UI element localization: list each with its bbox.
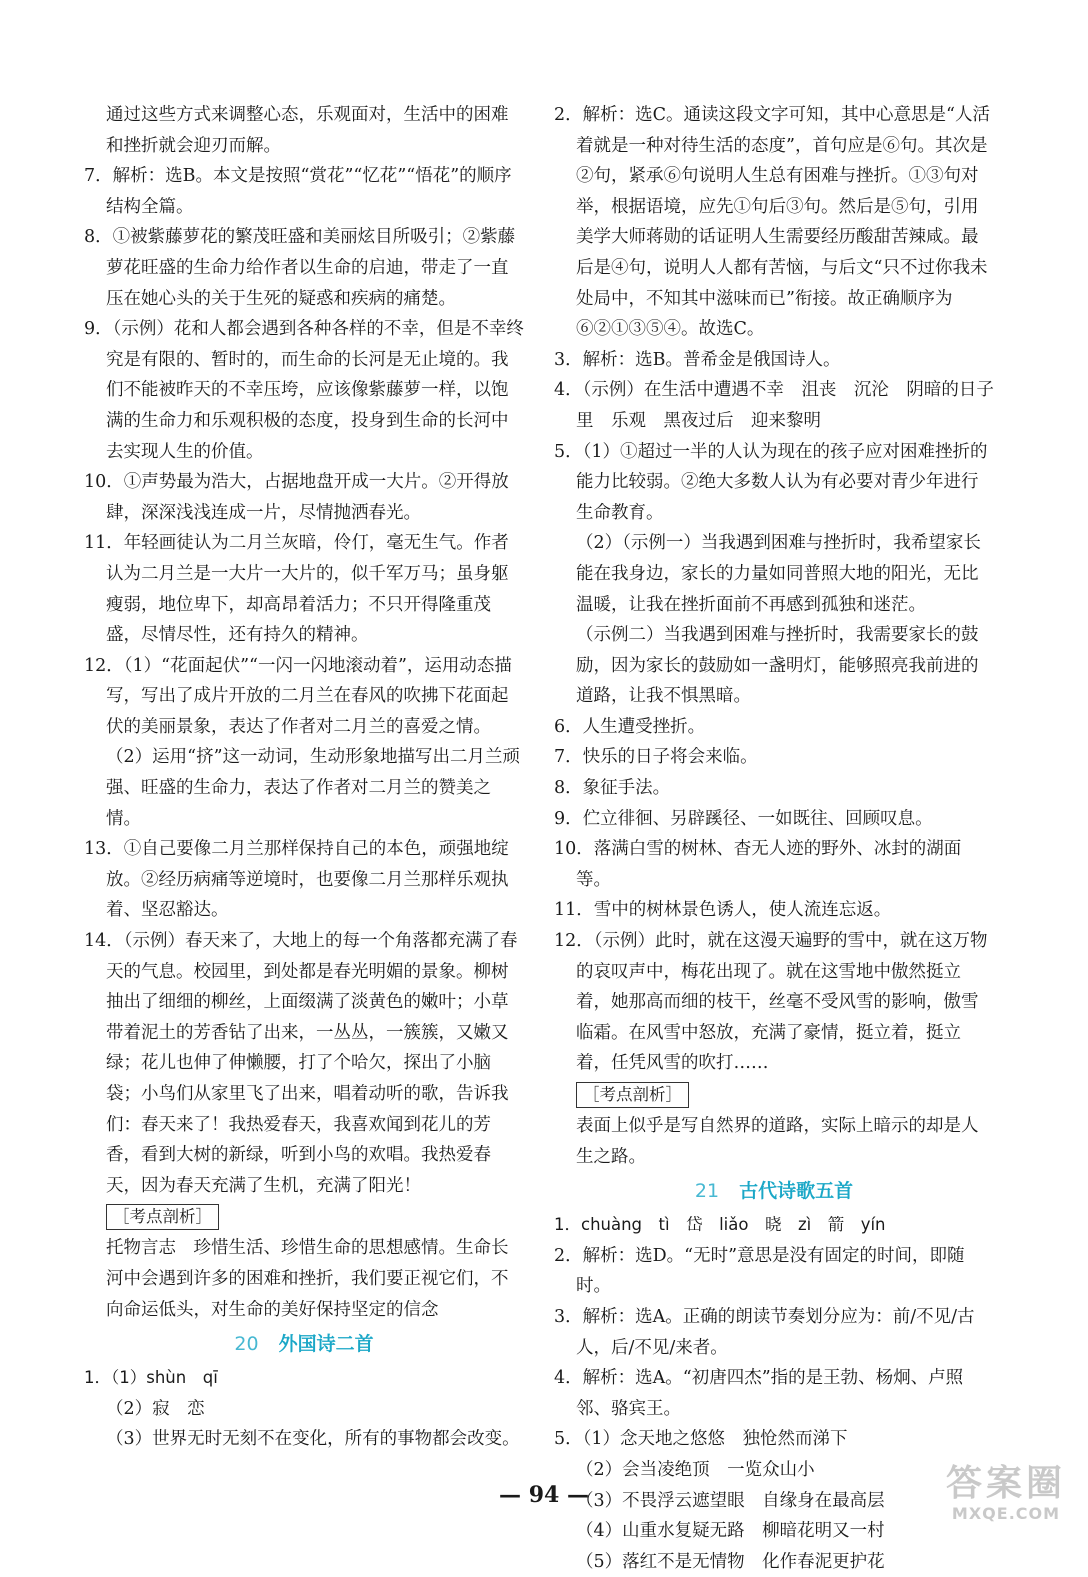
- s20-answer-2: 2．解析：选C。通读这段文字可知，其中心意思是“人活着就是一种对待生活的态度”，首句应是⑥句。其次是②句，紧承⑥句说明人生总有困难与挫折。①③句对举，根据语境，应先①句后③句。然后是⑤句，引用美学大师蒋勋的话证明人生需要经历酸甜苦辣咸。最后是④句，说明人人都有苦恼，与后文“只不过你我未处局中，不知其中滋味而已”衔接。故正确顺序为⑥②①③⑤④。故选C。: [554, 105, 990, 340]
- section-title: 古代诗歌五首: [739, 1180, 854, 1203]
- watermark-logo: [936, 1464, 1076, 1530]
- s21-answer-4: 4．解析：选A。“初唐四杰”指的是王勃、杨炯、卢照邻、骆宾王。: [554, 1368, 964, 1419]
- analysis-box-label: ［考点剖析］: [576, 1082, 689, 1108]
- s20-answer-11: 11．雪中的树林景色诱人，使人流连忘返。: [554, 900, 892, 921]
- s20-answer-1: 1．（1）shùn qī （2）寂 恋 （3）世界无时无刻不在变化，所有的事物都会改变。: [84, 1368, 520, 1450]
- answer-7: 7．解析：选B。本文是按照“赏花”“忆花”“悟花”的顺序结构全篇。: [84, 166, 512, 217]
- s21-answer-5: 5．（1）念天地之悠悠 独怆然而涕下 （2）会当凌绝顶 一览众山小 （3）不畏浮云遮望眼 自缘身在最高层 （4）山重水复疑无路 柳暗花明又一村 （5）落红不是无情物 化作春泥更护花: [554, 1429, 885, 1572]
- watermark-url: MXQE.COM: [951, 1504, 1061, 1523]
- answer-intro: 通过这些方式来调整心态，乐观面对，生活中的困难和挫折就会迎刃而解。: [106, 105, 509, 156]
- s20-answer-8: 8．象征手法。: [554, 778, 671, 799]
- left-column: [84, 100, 524, 1455]
- answer-9: 9．（示例）花和人都会遇到各种各样的不幸，但是不幸终究是有限的、暂时的，而生命的长河是无止境的。我们不能被昨天的不幸压垮，应该像紫藤萝一样，以饱满的生命力和乐观积极的态度，投身到生命的长河中去实现人生的价值。: [84, 319, 524, 462]
- answer-10: 10．①声势最为浩大，占据地盘开成一大片。②开得放肆，深深浅浅连成一片，尽情抛洒春光。: [84, 472, 509, 523]
- answer-13: 13．①自己要像二月兰那样保持自己的本色，顽强地绽放。②经历病痛等逆境时，也要像二月兰那样乐观执着、坚忍豁达。: [84, 839, 509, 921]
- watermark-text: 答案圈: [945, 1463, 1066, 1504]
- s21-answer-2: 2．解析：选D。“无时”意思是没有固定的时间，即随时。: [554, 1245, 965, 1297]
- analysis-text: 托物言志 珍惜生活、珍惜生命的思想感情。生命长河中会遇到许多的困难和挫折，我们要正视它们，不向命运低头，对生命的美好保持坚定的信念: [106, 1238, 509, 1320]
- answer-8: 8．①被紫藤萝花的繁茂旺盛和美丽炫目所吸引；②紫藤萝花旺盛的生命力给作者以生命的启迪，带走了一直压在她心头的关于生死的疑惑和疾病的痛楚。: [84, 227, 516, 309]
- section-heading-21: [554, 1174, 994, 1208]
- answer-11: 11．年轻画徒认为二月兰灰暗，伶仃，毫无生气。作者认为二月兰是一大片一大片的，似千军万马；虽身躯瘦弱，地位卑下，却高昂着活力；不只开得隆重茂盛，尽情尽性，还有持久的精神。: [84, 533, 509, 646]
- section-number: 21: [694, 1180, 720, 1203]
- s20-answer-4: 4．（示例）在生活中遭遇不幸 沮丧 沉沦 阴暗的日子里 乐观 黑夜过后 迎来黎明: [554, 380, 994, 431]
- analysis-text: 表面上似乎是写自然界的道路，实际上暗示的却是人生之路。: [576, 1116, 979, 1167]
- s20-answer-9: 9．伫立徘徊、另辟蹊径、一如既往、回顾叹息。: [554, 808, 933, 829]
- section-heading-20: [84, 1327, 524, 1361]
- answer-14: 14．（示例）春天来了，大地上的每一个角落都充满了春天的气息。校园里，到处都是春光明媚的景象。柳树抽出了细细的柳丝，上面缀满了淡黄色的嫩叶；小草带着泥土的芳香钻了出来，一丛丛，一簇簇，又嫩又绿；花儿也伸了伸懒腰，打了个哈欠，探出了小脑袋；小鸟们从家里飞了出来，唱着动听的歌，告诉我们：春天来了！我热爱春天，我喜欢闻到花儿的芳香，看到大树的新绿，听到小鸟的欢唱。我热爱春天，因为春天充满了生机，充满了阳光！ ［考点剖析］ 托物言志 珍惜生活、珍惜生命的思想感情。生命长河中会遇到许多的困难和挫折，我们要正视它们，不向命运低头，对生命的美好保持坚定的信念: [84, 926, 524, 1325]
- s20-answer-3: 3．解析：选B。普希金是俄国诗人。: [554, 349, 841, 370]
- s20-answer-5: 5．（1）①超过一半的人认为现在的孩子应对困难挫折的能力比较弱。②绝大多数人认为有必要对青少年进行生命教育。 （2）（示例一）当我遇到困难与挫折时，我希望家长能在我身边，家长的力量如同普照大地的阳光，无比温暖，让我在挫折面前不再感到孤独和迷茫。 （示例二）当我遇到困难与挫折时，我需要家长的鼓励，因为家长的鼓励如一盏明灯，能够照亮我前进的道路，让我不惧黑暗。: [554, 441, 988, 707]
- section-title: 外国诗二首: [278, 1333, 374, 1356]
- s20-answer-7: 7．快乐的日子将会来临。: [554, 747, 758, 768]
- answer-12: 12．（1）“花面起伏”“一闪一闪地滚动着”，运用动态描写，写出了成片开放的二月兰在春风的吹拂下花面起伏的美丽景象，表达了作者对二月兰的喜爱之情。 （2）运用“挤”这一动词，生动形象地描写出二月兰顽强、旺盛的生命力，表达了作者对二月兰的赞美之情。: [84, 655, 521, 829]
- s20-answer-12: 12．（示例）此时，就在这漫天遍野的雪中，就在这万物的哀叹声中，梅花出现了。就在这雪地中傲然挺立着，她那高而细的枝干，丝毫不受风雪的影响，傲雪临霜。在风雪中怒放，充满了豪情，挺立着，挺立着，任凭风雪的吹打…… ［考点剖析］ 表面上似乎是写自然界的道路，实际上暗示的却是人生之路。: [554, 926, 994, 1172]
- s20-answer-6: 6．人生遭受挫折。: [554, 716, 706, 737]
- page-number: — 94 —: [499, 1482, 589, 1508]
- right-column: [554, 100, 994, 1577]
- s21-answer-3: 3．解析：选A。正确的朗读节奏划分应为：前/不见/古人，后/不见/来者。: [554, 1306, 975, 1358]
- s21-answer-1: 1．chuàng tì 岱 liǎo 晓 zì 箭 yín: [554, 1215, 886, 1235]
- s20-answer-10: 10．落满白雪的树林、杳无人迹的野外、冰封的湖面等。: [554, 839, 962, 890]
- section-number: 20: [234, 1333, 259, 1356]
- analysis-box-label: ［考点剖析］: [106, 1204, 219, 1230]
